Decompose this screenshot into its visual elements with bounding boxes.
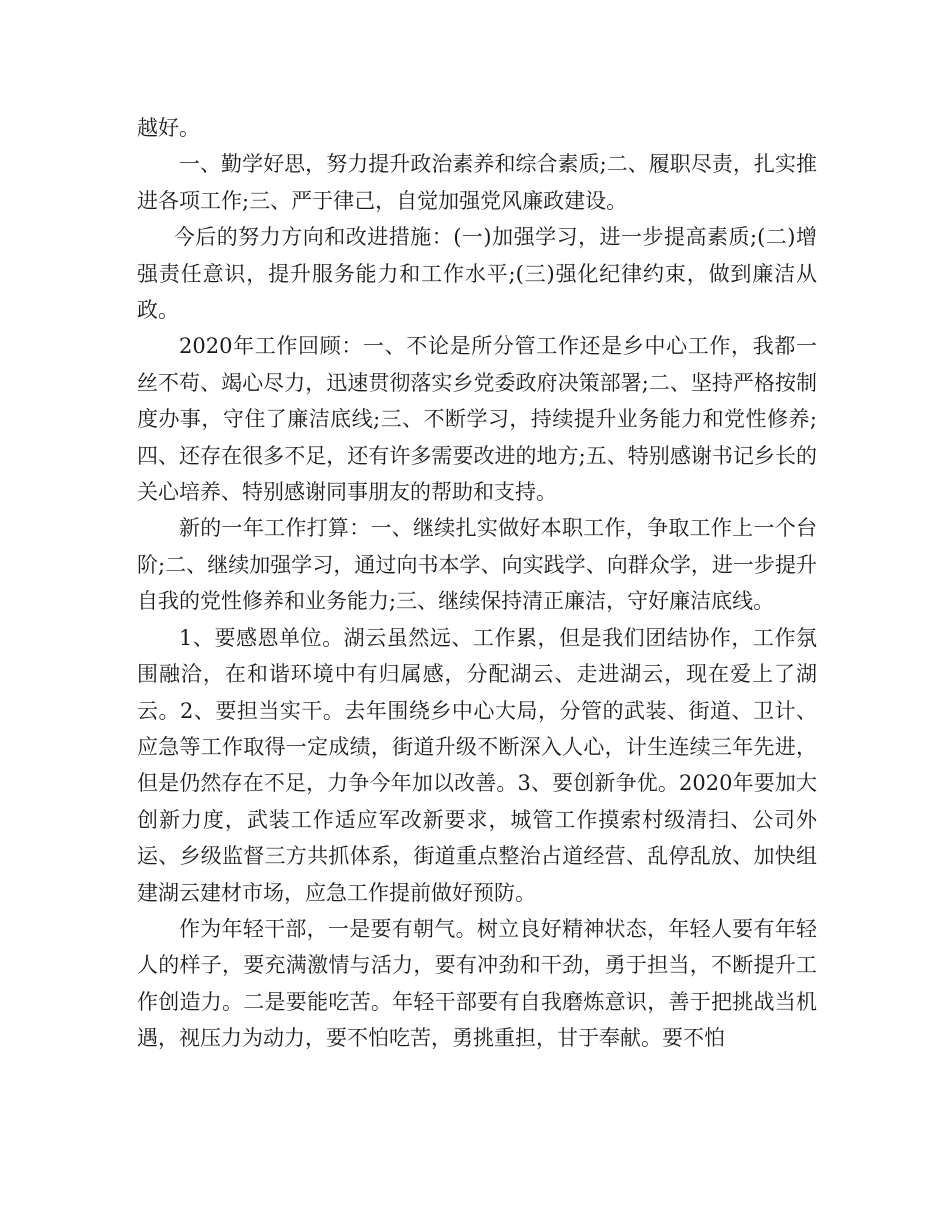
paragraph-gratitude-and-duty: 1、要感恩单位。湖云虽然远、工作累，但是我们团结协作，工作氛围融洽，在和谐环境中有归属感，分配湖云、走进湖云，现在爱上了湖云。2、要担当实干。去年围绕乡中心大局，分管的武装、街道、卫计、应急等工作取得一定成绩，街道升级不断深入人心，计生连续三年先进，但是仍然存在不足，力争今年加以改善。3、要创新争优。2020年要加大创新力度，武装工作适应军改新要求，城管工作摸索村级清扫、公司外运、乡级监督三方共抓体系，街道重点整治占道经营、乱停乱放、加快组建湖云建材市场，应急工作提前做好预防。	[137, 625, 817, 905]
paragraph-new-year-plan: 新的一年工作打算：一、继续扎实做好本职工作，争取工作上一个台阶;二、继续加强学习，通过向书本学、向实践学、向群众学，进一步提升自我的党性修养和业务能力;三、继续保持清正廉洁，守好廉洁底线。	[137, 516, 817, 614]
paragraph-summary-points: 一、勤学好思，努力提升政治素养和综合素质;二、履职尽责，扎实推进各项工作;三、严于律己，自觉加强党风廉政建设。	[137, 152, 817, 213]
paragraph-continuation: 越好。	[137, 116, 200, 140]
document-body	[137, 110, 817, 1057]
paragraph-young-cadre: 作为年轻干部，一是要有朝气。树立良好精神状态，年轻人要有年轻人的样子，要充满激情与活力，要有冲劲和干劲，勇于担当，不断提升工作创造力。二是要能吃苦。年轻干部要有自我磨炼意识，善于把挑战当机遇，视压力为动力，要不怕吃苦，勇挑重担，甘于奉献。要不怕	[137, 916, 817, 1051]
paragraph-2020-review: 2020年工作回顾：一、不论是所分管工作还是乡中心工作，我都一丝不苟、竭心尽力，迅速贯彻落实乡党委政府决策部署;二、坚持严格按制度办事，守住了廉洁底线;三、不断学习，持续提升业务能力和党性修养;四、还存在很多不足，还有许多需要改进的地方;五、特别感谢书记乡长的关心培养、特别感谢同事朋友的帮助和支持。	[137, 334, 817, 505]
paragraph-improvement-measures: 今后的努力方向和改进措施：(一)加强学习，进一步提高素质;(二)增强责任意识，提升服务能力和工作水平;(三)强化纪律约束，做到廉洁从政。	[137, 225, 817, 323]
